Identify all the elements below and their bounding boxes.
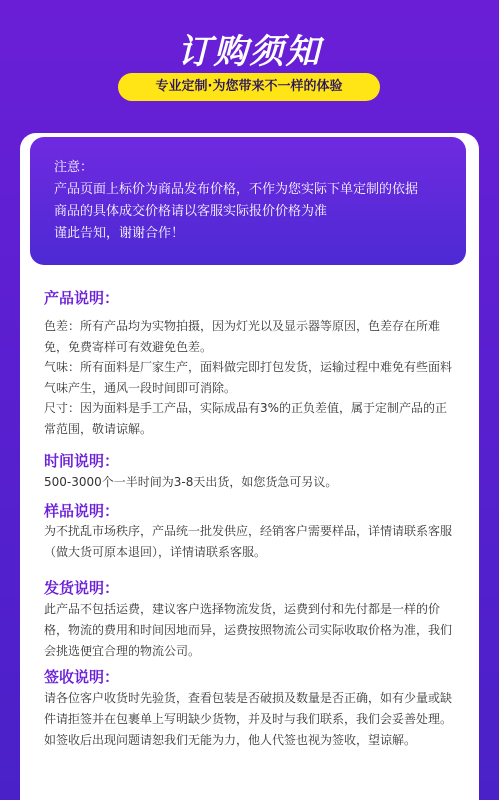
product-smell-text: 气味：所有面料是厂家生产，面料做完即打包发货，运输过程中难免有些面料气味产生，通风一段时间即可消除。 [44,360,453,395]
product-section-title: 产品说明： [44,289,120,307]
sample-section-title: 样品说明： [44,502,120,520]
notice-box [30,137,466,265]
notice-line: 商品的具体成交价格请以客服实际报价价格为准 [54,204,328,219]
sample-text: 为不扰乱市场秩序，产品统一批发供应，经销客户需要样品，详情请联系客服（做大货可原本退回），详情请联系客服。 [44,524,453,559]
time-section-title: 时间说明： [44,452,120,470]
receipt-text: 请各位客户收货时先验货，查看包装是否破损及数量是否正确，如有少量或缺件请拒签并在包裹单上写明缺少货物，并及时与我们联系，我们会妥善处理。如签收后出现问题请恕我们无能为力，他人代签也视为签收，望谅解。 [44,691,453,747]
product-size-text: 尺寸：因为面料是手工产品，实际成品有3%的正负差值，属于定制产品的正常范围，敬请谅解。 [44,401,448,436]
subtitle-badge: 专业定制·为您带来不一样的体验 [118,73,380,101]
notice-line: 产品页面上标价为商品发布价格，不作为您实际下单定制的依据 [54,182,419,197]
page-title: 订购须知 [177,32,322,72]
shipping-text: 此产品不包括运费，建议客户选择物流发货，运费到付和先付都是一样的价格，物流的费用和时间因地而异，运费按照物流公司实际收取价格为准，我们会挑选便宜合理的物流公司。 [44,602,453,658]
notice-line: 谨此告知，谢谢合作！ [54,226,185,241]
notice-line: 注意： [54,160,94,175]
receipt-section-title: 签收说明： [44,668,120,686]
time-text: 500-3000个一半时间为3-8天出货，如您货急可另议。 [44,475,338,489]
product-color-text: 色差：所有产品均为实物拍摄，因为灯光以及显示器等原因，色差存在所难免，免费寄样可有效避免色差。 [44,319,441,354]
shipping-section-title: 发货说明： [44,579,120,597]
